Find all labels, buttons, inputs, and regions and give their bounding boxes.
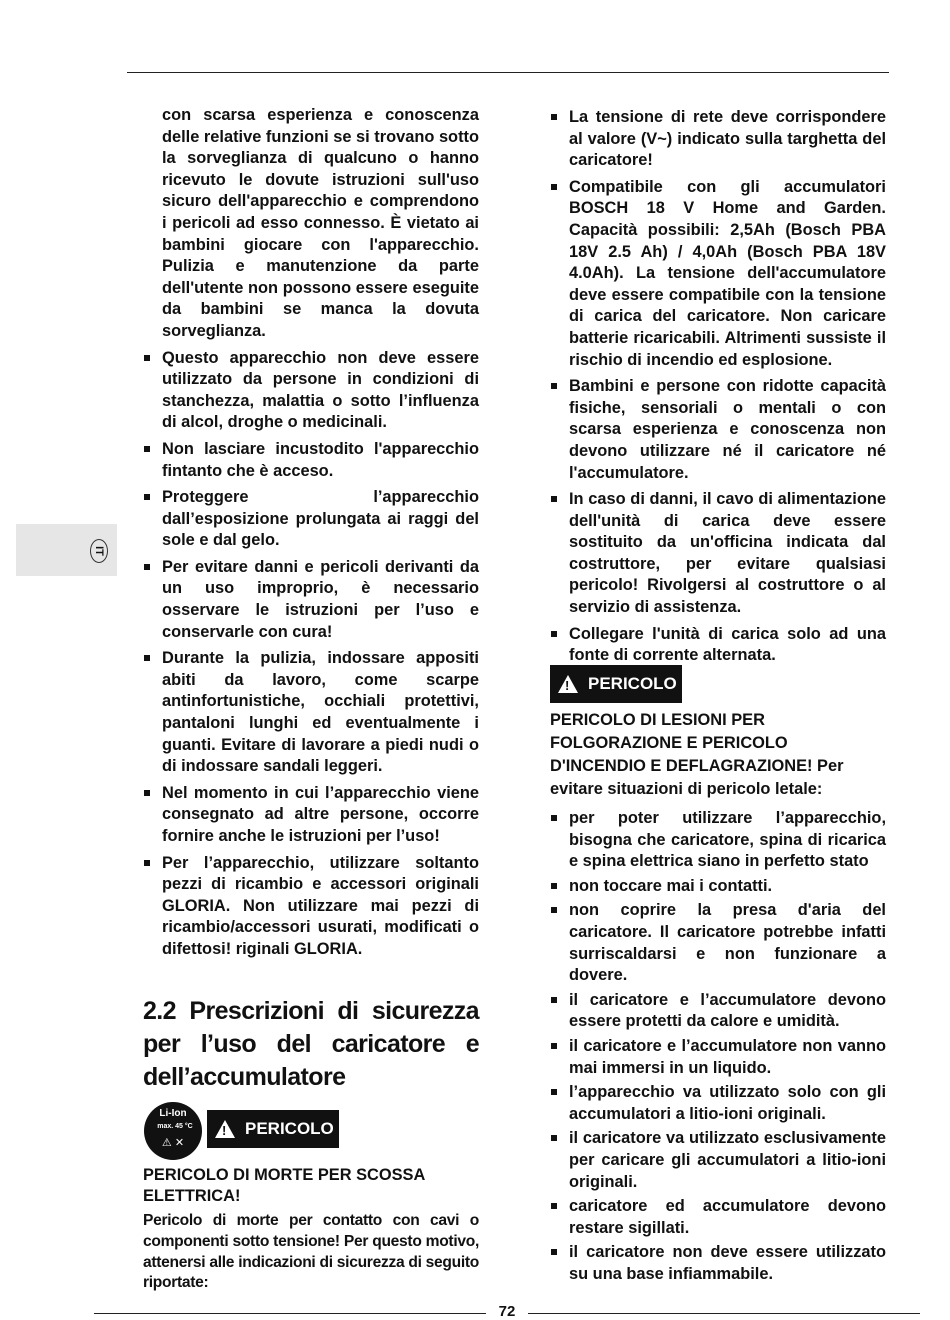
right-column bbox=[569, 107, 886, 672]
list-item: per poter utilizzare l’apparecchio, bisogna che caricatore, spina di ricarica e spina elettrica siano in perfetto stato bbox=[569, 808, 886, 873]
li-ion-symbol bbox=[144, 1102, 202, 1160]
list-item: il caricatore e l’accumulatore non vanno mai immersi in un liquido. bbox=[569, 1036, 886, 1079]
list-item: il caricatore e l’accumulatore devono essere protetti da calore e umidità. bbox=[569, 990, 886, 1033]
list-item: caricatore ed accumulatore devono restare sigillati. bbox=[569, 1196, 886, 1239]
warning-title: PERICOLO DI LESIONI PER FOLGORAZIONE E PERICOLO D'INCENDIO E DEFLAGRAZIONE! Per evitare situazioni di pericolo letale: bbox=[550, 711, 844, 798]
li-ion-symbols: ⚠ ✕ bbox=[161, 1137, 185, 1149]
danger-label: PERICOLO bbox=[245, 1119, 334, 1138]
li-ion-temperature: max. 45 °C bbox=[157, 1123, 193, 1130]
left-column bbox=[162, 105, 479, 966]
language-badge bbox=[90, 539, 108, 563]
header-rule bbox=[127, 72, 889, 73]
list-item: Proteggere l’apparecchio dall’esposizione prolungata ai raggi del sole e dal gelo. bbox=[162, 487, 479, 552]
list-item: il caricatore non deve essere utilizzato su una base infiammabile. bbox=[569, 1242, 886, 1285]
list-item: Questo apparecchio non deve essere utilizzato da persone in condizioni di stanchezza, malattia o sotto l’influenza di alcol, droghe o medicinali. bbox=[162, 348, 479, 434]
list-item: l’apparecchio va utilizzato solo con gli accumulatori a litio-ioni originali. bbox=[569, 1082, 886, 1125]
section-heading: 2.2 Prescrizioni di sicurezza per l’uso del caricatore e dell’accumulatore bbox=[143, 997, 479, 1091]
warning-list bbox=[569, 808, 886, 1288]
warning-triangle-icon bbox=[215, 1120, 235, 1138]
page-number: 72 bbox=[498, 1303, 516, 1320]
list-item: Per l’apparecchio, utilizzare soltanto pezzi di ricambio e accessori originali GLORIA. Non utilizzare mai pezzi di ricambio/accessori usurati, modificati o difettosi! riginali GLORIA. bbox=[162, 853, 479, 961]
list-item: La tensione di rete deve corrispondere al valore (V~) indicato sulla targhetta del caricatore! bbox=[569, 107, 886, 172]
warning-triangle-icon bbox=[558, 675, 578, 693]
danger-badge bbox=[550, 665, 682, 703]
language-code: IT bbox=[93, 546, 105, 556]
list-item: Compatibile con gli accumulatori BOSCH 18 V Home and Garden. Capacità possibili: 2,5Ah (Bosch PBA 18V 2.5 Ah) / 4,0Ah (Bosch PBA 18V 4.0Ah). La tensione dell'accumulatore deve essere compatibile con la tensione di carica del caricatore. Non caricare batterie ricaricabili. Altrimenti sussiste il rischio di incendio ed esplosione. bbox=[569, 177, 886, 371]
right-safety-list bbox=[569, 107, 886, 667]
list-item: Collegare l'unità di carica solo ad una fonte di corrente alternata. bbox=[569, 624, 886, 667]
list-item: Bambini e persone con ridotte capacità fisiche, sensoriali o mentali o con scarsa esperienza e conoscenza non devono utilizzare né il caricatore né l'accumulatore. bbox=[569, 376, 886, 484]
list-item: Nel momento in cui l’apparecchio viene consegnato ad altre persone, occorre fornire anche le istruzioni per l’uso! bbox=[162, 783, 479, 848]
warning-title: PERICOLO DI MORTE PER SCOSSA ELETTRICA! bbox=[143, 1166, 425, 1205]
footer-rule-left bbox=[94, 1313, 486, 1314]
intro-paragraph: con scarsa esperienza e conoscenza delle relative funzioni se si trovano sotto la sorveglianza di qualcuno o hanno ricevuto le dovute istruzioni sull'uso sicuro dell'apparecchio e comprendono i pericoli ad esso connesso. È vietato ai bambini giocare con l'apparecchio. Pulizia e manutenzione da parte dell'utente non possono essere eseguite da bambini se manca la dovuta sorveglianza. bbox=[162, 106, 479, 340]
list-item: non toccare mai i contatti. bbox=[569, 876, 886, 898]
list-item: In caso di danni, il cavo di alimentazione dell'unità di carica deve essere sostituito da un'officina indicata dal costruttore, per evitare qualsiasi pericolo! Rivolgersi al costruttore o al servizio di assistenza. bbox=[569, 489, 886, 619]
list-item: il caricatore va utilizzato esclusivamente per caricare gli accumulatori a litio-ioni originali. bbox=[569, 1128, 886, 1193]
left-safety-list bbox=[162, 348, 479, 961]
danger-label: PERICOLO bbox=[588, 674, 677, 693]
list-item: Durante la pulizia, indossare appositi abiti da lavoro, come scarpe antinfortunistiche, occhiali protettivi, pantaloni lunghi ed eventualmente i guanti. Evitare di lavorare a piedi nudi o di indossare sandali leggeri. bbox=[162, 648, 479, 778]
list-item: Per evitare danni e pericoli derivanti da un uso improprio, è necessario osservare le istruzioni per l’uso e conservarle con cura! bbox=[162, 557, 479, 643]
warning-body: Pericolo di morte per contatto con cavi o componenti sotto tensione! Per questo motivo, attenersi alle indicazioni di sicurezza di seguito riportate: bbox=[143, 1212, 479, 1292]
danger-badge bbox=[207, 1110, 339, 1148]
li-ion-label: Li-Ion bbox=[159, 1108, 187, 1119]
footer-rule-right bbox=[528, 1313, 920, 1314]
list-item: non coprire la presa d'aria del caricatore. Il caricatore potrebbe infatti surriscaldarsi e non funzionare a dovere. bbox=[569, 900, 886, 986]
list-item: Non lasciare incustodito l'apparecchio fintanto che è acceso. bbox=[162, 439, 479, 482]
